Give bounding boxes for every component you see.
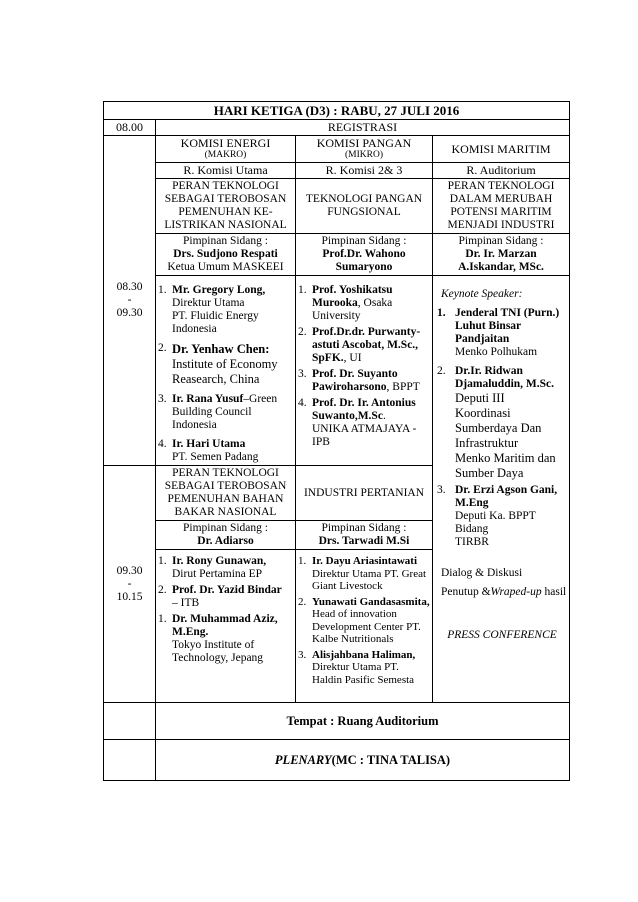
speaker-line: Sumber Daya bbox=[455, 466, 524, 480]
item-number: 1. bbox=[437, 307, 446, 319]
commission-header-row bbox=[104, 136, 570, 163]
topic-line: SEBAGAI TEROBOSAN bbox=[164, 480, 287, 492]
speaker-affiliation: , Osaka bbox=[357, 297, 393, 309]
chair-name: Sumaryono bbox=[335, 261, 393, 273]
topic-line: PERAN TEKNOLOGI bbox=[172, 467, 279, 479]
maritime-program bbox=[433, 276, 570, 703]
venue-row bbox=[104, 703, 570, 740]
list-item bbox=[158, 555, 293, 581]
speaker-line: TIRBR bbox=[455, 536, 489, 548]
speaker-name: Djamaluddin, M.Sc. bbox=[455, 378, 555, 390]
energy-speakers bbox=[156, 276, 296, 466]
session1-time-end: 09.30 bbox=[116, 307, 143, 319]
list-item bbox=[298, 397, 430, 449]
closing-suffix: hasil bbox=[541, 586, 567, 598]
speaker-affiliation: –Green bbox=[243, 393, 278, 405]
list-item bbox=[158, 613, 293, 665]
speaker-name: Suwanto,M.Sc bbox=[312, 410, 383, 422]
list-item bbox=[298, 284, 430, 323]
topic-line: DALAM MERUBAH bbox=[449, 193, 553, 205]
energy-speaker-list bbox=[158, 284, 293, 464]
topic-line: PERAN TEKNOLOGI bbox=[172, 180, 279, 192]
room-food: R. Komisi 2& 3 bbox=[296, 163, 433, 179]
item-number: 4. bbox=[298, 397, 307, 409]
speaker-name: Murooka bbox=[312, 297, 358, 309]
speaker-line: Direktur Utama PT. Great bbox=[312, 567, 427, 580]
plenary-time-cell bbox=[104, 740, 156, 781]
chair-label: Pimpinan Sidang : bbox=[321, 235, 407, 247]
speaker-name: Dr. Erzi Agson Gani, bbox=[455, 484, 558, 496]
topic-line: MENJADI INDUSTRI bbox=[447, 219, 555, 231]
closing-prefix: Penutup & bbox=[441, 586, 491, 598]
speaker-line: Deputi III bbox=[455, 391, 505, 405]
list-item bbox=[298, 326, 430, 365]
session2-food-speakers bbox=[296, 550, 433, 703]
speaker-line: Institute of Economy bbox=[172, 357, 278, 371]
speaker-line: Building Council bbox=[172, 406, 252, 418]
speaker-name: Prof. Dr. Suyanto bbox=[312, 368, 398, 380]
keynote-speaker-list bbox=[437, 307, 567, 549]
topic-line: TEKNOLOGI PANGAN bbox=[305, 193, 423, 205]
speaker-line: – ITB bbox=[172, 597, 200, 609]
commission-energy-header bbox=[156, 136, 296, 163]
day-title-row bbox=[104, 102, 570, 120]
item-number: 2. bbox=[158, 342, 167, 354]
speaker-line: University bbox=[312, 310, 361, 322]
speaker-line: Technology, Jepang bbox=[172, 652, 264, 664]
speaker-line: Development Center PT. bbox=[312, 620, 421, 633]
topic-line: PEMENUHAN KE- bbox=[178, 206, 273, 218]
room-row bbox=[104, 163, 570, 179]
list-item bbox=[298, 649, 430, 687]
speaker-name: Ir. Rana Yusuf bbox=[172, 393, 244, 405]
topic-food bbox=[296, 179, 433, 234]
topic-energy bbox=[156, 179, 296, 234]
speaker-line: Menko Polhukam bbox=[455, 346, 538, 358]
list-item bbox=[158, 393, 293, 432]
topic-row bbox=[104, 179, 570, 234]
item-number: 1. bbox=[158, 555, 167, 567]
speaker-line: Head of innovation bbox=[312, 608, 397, 620]
chair-label: Pimpinan Sidang : bbox=[458, 235, 544, 247]
chair-name: Prof.Dr. Wahono bbox=[322, 248, 406, 260]
speaker-name: Luhut Binsar bbox=[455, 320, 522, 332]
list-item bbox=[437, 484, 567, 549]
topic-line: PERAN TEKNOLOGI bbox=[447, 180, 555, 192]
commission-energy-name: KOMISI ENERGI bbox=[180, 136, 271, 150]
item-number: 1. bbox=[298, 555, 307, 567]
speaker-line: PT. Fluidic Energy bbox=[172, 310, 259, 322]
venue-time-cell bbox=[104, 703, 156, 740]
session2-energy-chair bbox=[156, 521, 296, 550]
speaker-name: Pandjaitan bbox=[455, 333, 510, 345]
speaker-affiliation: . bbox=[382, 410, 386, 422]
chair-label: Pimpinan Sidang : bbox=[183, 522, 268, 534]
speaker-line: Dirut Pertamina EP bbox=[172, 568, 263, 580]
registration-label: REGISTRASI bbox=[156, 120, 570, 136]
registration-time: 08.00 bbox=[104, 120, 156, 136]
speaker-name: Ir. Dayu Ariasintawati bbox=[312, 555, 418, 567]
speaker-name: Prof. Dr. Ir. Antonius bbox=[312, 397, 416, 409]
speaker-name: Dr. Yenhaw Chen: bbox=[172, 342, 270, 356]
item-number: 2. bbox=[298, 595, 307, 608]
session2-time-start: 09.30 bbox=[116, 564, 143, 577]
speaker-name: Prof.Dr.dr. Purwanty- bbox=[312, 326, 421, 338]
chair-role: Ketua Umum MASKEEI bbox=[167, 261, 284, 273]
speaker-line: PT. Semen Padang bbox=[172, 451, 259, 463]
dialog-text: Dialog & Diskusi bbox=[441, 567, 523, 579]
session2-food-chair bbox=[296, 521, 433, 550]
speaker-line: Kalbe Nutritionals bbox=[312, 633, 394, 645]
venue: Tempat : Ruang Auditorium bbox=[156, 703, 570, 740]
schedule-table bbox=[103, 101, 570, 781]
chair-energy bbox=[156, 234, 296, 276]
plenary-italic: PLENARY bbox=[274, 752, 332, 767]
speaker-name: M.Eng bbox=[455, 497, 489, 509]
food-speakers bbox=[296, 276, 433, 466]
item-number: 4. bbox=[158, 438, 167, 450]
speaker-line: Direktur Utama PT. bbox=[312, 661, 399, 673]
list-item bbox=[158, 284, 293, 336]
speaker-name: Prof. Dr. Yazid Bindar bbox=[172, 584, 282, 596]
session2-energy-speakers bbox=[156, 550, 296, 703]
speaker-line: Sumberdaya Dan bbox=[455, 421, 542, 435]
chair-row bbox=[104, 234, 570, 276]
topic-line: SEBAGAI TEROBOSAN bbox=[164, 193, 287, 205]
speaker-line: Giant Livestock bbox=[312, 580, 383, 592]
speaker-name: Pawiroharsono bbox=[312, 381, 387, 393]
chair-name: Dr. Ir. Marzan bbox=[465, 248, 537, 260]
speaker-name: Dr. Muhammad Aziz, bbox=[172, 613, 278, 625]
speaker-line: Indonesia bbox=[172, 419, 217, 431]
speaker-line: Haldin Pasific Semesta bbox=[312, 673, 415, 686]
closing-text bbox=[441, 586, 567, 599]
speaker-line: Direktur Utama bbox=[172, 297, 245, 309]
commission-maritime-name: KOMISI MARITIM bbox=[433, 136, 570, 163]
speaker-line: Menko Maritim dan bbox=[455, 451, 556, 465]
speaker-name: Dr.Ir. Ridwan bbox=[455, 365, 523, 377]
session1-time-dash: - bbox=[127, 294, 132, 306]
session2-energy-speaker-list bbox=[158, 555, 293, 665]
food-speaker-list bbox=[298, 284, 430, 449]
topic-maritime bbox=[433, 179, 570, 234]
list-item bbox=[437, 307, 567, 359]
topic-line: FUNGSIONAL bbox=[327, 206, 401, 218]
session2-energy-topic bbox=[156, 466, 296, 521]
list-item bbox=[158, 584, 293, 610]
speaker-line: Koordinasi bbox=[455, 406, 511, 420]
plenary-row bbox=[104, 740, 570, 781]
list-item bbox=[298, 596, 430, 646]
plenary bbox=[156, 740, 570, 781]
item-number: 2. bbox=[437, 365, 446, 377]
session2-time-dash: - bbox=[127, 577, 132, 590]
chair-name: Drs. Tarwadi M.Si bbox=[318, 535, 410, 547]
registration-row bbox=[104, 120, 570, 136]
speaker-name: astuti Ascobat, M.Sc., bbox=[312, 339, 419, 351]
item-number: 3. bbox=[298, 368, 307, 380]
speaker-name: M.Eng. bbox=[172, 626, 209, 638]
item-number: 3. bbox=[298, 648, 307, 661]
speaker-line: Deputi Ka. BPPT Bidang bbox=[455, 510, 536, 535]
item-number: 1. bbox=[158, 284, 167, 296]
item-number: 1. bbox=[298, 284, 307, 296]
speaker-name: Prof. Yoshikatsu bbox=[312, 284, 393, 296]
speaker-line: Indonesia bbox=[172, 323, 217, 335]
list-item bbox=[437, 365, 567, 481]
list-item bbox=[298, 555, 430, 593]
speaker-name: Ir. Hari Utama bbox=[172, 438, 246, 450]
list-item bbox=[298, 368, 430, 394]
topic-line: PEMENUHAN BAHAN bbox=[167, 493, 284, 505]
item-number: 2. bbox=[158, 584, 167, 596]
plenary-mc: (MC : TINA TALISA) bbox=[331, 752, 451, 767]
speaker-line: Tokyo Institute of bbox=[172, 639, 255, 651]
session1-time-start: 08.30 bbox=[116, 281, 143, 293]
room-energy: R. Komisi Utama bbox=[156, 163, 296, 179]
session1-speakers-row bbox=[104, 276, 570, 466]
speaker-affiliation: , UI bbox=[343, 352, 362, 364]
speaker-name: Alisjahbana Haliman, bbox=[312, 648, 416, 661]
day-title: HARI KETIGA (D3) : RABU, 27 JULI 2016 bbox=[104, 102, 570, 120]
chair-name: Dr. Adiarso bbox=[197, 535, 254, 547]
speaker-line: Infrastruktur bbox=[455, 436, 519, 450]
chair-name: Drs. Sudjono Respati bbox=[173, 248, 278, 260]
item-number: 3. bbox=[437, 484, 446, 496]
speaker-line: UNIKA ATMAJAYA - bbox=[312, 423, 417, 435]
chair-label: Pimpinan Sidang : bbox=[321, 522, 407, 534]
speaker-name: Jenderal TNI (Purn.) bbox=[455, 307, 560, 319]
session2-time bbox=[104, 466, 156, 703]
chair-food bbox=[296, 234, 433, 276]
chair-label: Pimpinan Sidang : bbox=[183, 235, 268, 247]
keynote-label: Keynote Speaker: bbox=[441, 288, 523, 300]
session2-food-topic: INDUSTRI PERTANIAN bbox=[296, 466, 433, 521]
topic-line: LISTRIKAN NASIONAL bbox=[164, 219, 287, 231]
chair-name: A.Iskandar, MSc. bbox=[458, 261, 544, 273]
commission-food-name: KOMISI PANGAN bbox=[316, 136, 412, 150]
session2-food-speaker-list bbox=[298, 555, 430, 686]
speaker-name: Yunawati Gandasasmita, bbox=[312, 595, 430, 608]
topic-line: BAKAR NASIONAL bbox=[174, 506, 277, 518]
closing-italic: Wraped-up bbox=[490, 586, 542, 598]
speaker-name: Mr. Gregory Long, bbox=[172, 284, 266, 296]
topic-line: POTENSI MARITIM bbox=[450, 206, 552, 218]
speaker-affiliation: , BPPT bbox=[386, 381, 420, 393]
item-number: 1. bbox=[158, 613, 167, 625]
session1-time bbox=[104, 136, 156, 466]
list-item bbox=[158, 342, 293, 387]
speaker-line: IPB bbox=[312, 436, 330, 448]
list-item bbox=[158, 438, 293, 464]
commission-food-sub: (MIKRO) bbox=[345, 150, 383, 160]
speaker-line: Reasearch, China bbox=[172, 372, 260, 386]
commission-food-header bbox=[296, 136, 433, 163]
item-number: 3. bbox=[158, 393, 167, 405]
room-maritime: R. Auditorium bbox=[433, 163, 570, 179]
speaker-name: SpFK. bbox=[312, 352, 344, 364]
session2-time-end: 10.15 bbox=[116, 590, 143, 603]
item-number: 2. bbox=[298, 326, 307, 338]
speaker-name: Ir. Rony Gunawan, bbox=[172, 555, 267, 567]
commission-energy-sub: (MAKRO) bbox=[204, 150, 247, 160]
chair-maritime bbox=[433, 234, 570, 276]
press-conference: PRESS CONFERENCE bbox=[447, 629, 557, 641]
